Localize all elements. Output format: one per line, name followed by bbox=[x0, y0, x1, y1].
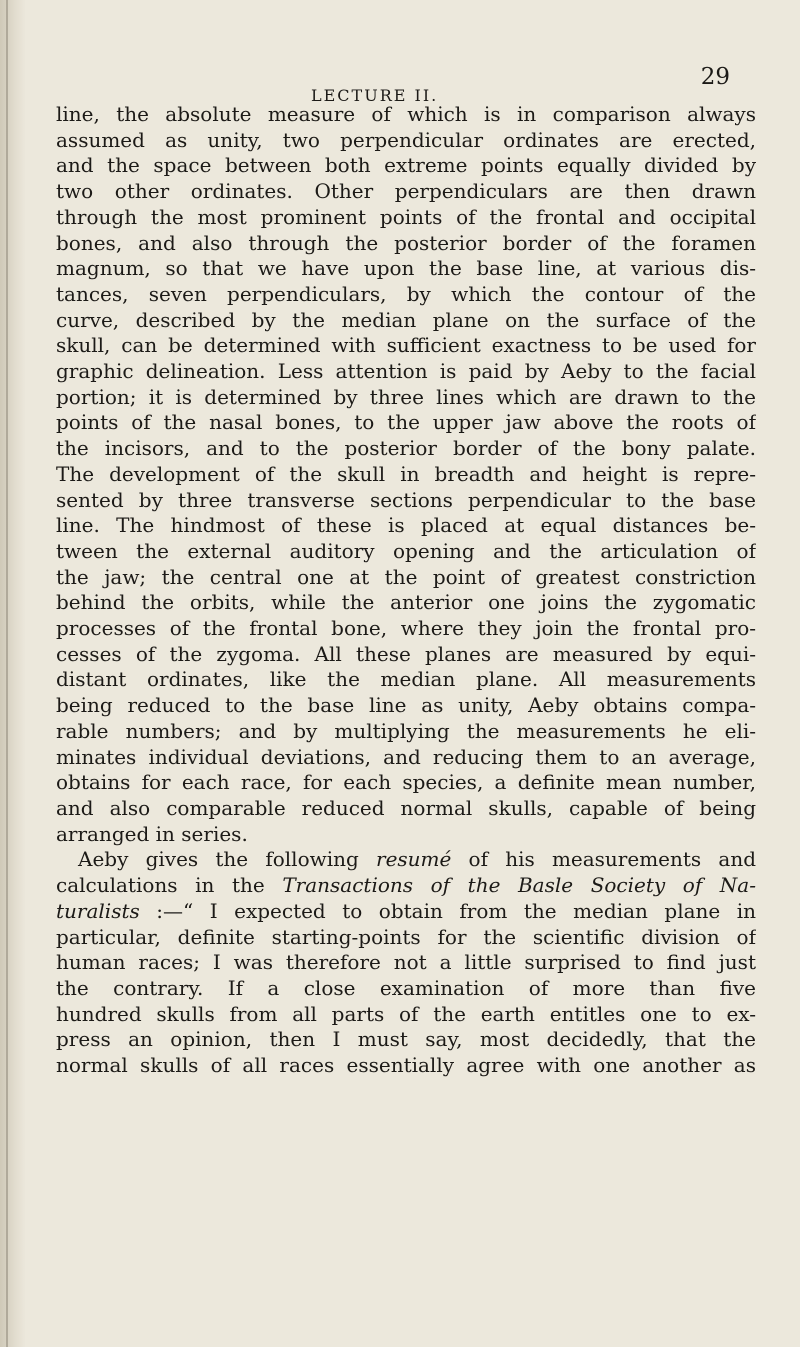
text-line: being reduced to the base line as unity, Aeby obtains compa- bbox=[56, 693, 756, 718]
text-line: bones, and also through the posterior border of the foramen bbox=[56, 230, 756, 255]
italic-run: resumé bbox=[376, 847, 452, 872]
text-line: points of the nasal bones, to the upper jaw above the roots of bbox=[56, 410, 756, 435]
text-line: and the space between both extreme points equally divided by bbox=[56, 153, 756, 178]
text-line: line, the absolute measure of which is in comparison always bbox=[56, 102, 756, 126]
text-run: calculations in the bbox=[56, 873, 283, 898]
italic-run: Transactions of the Basle Society of Na- bbox=[282, 873, 756, 898]
text-line bbox=[56, 847, 756, 873]
text-line: through the most prominent points of the frontal and occipital bbox=[56, 204, 756, 229]
text-line: skull, can be determined with sufficient exactness to be used for bbox=[56, 333, 756, 358]
text-line: curve, described by the median plane on the surface of the bbox=[56, 307, 756, 332]
text-line: minates individual deviations, and reducing them to an average, bbox=[56, 744, 756, 769]
text-line: portion; it is determined by three lines which are drawn to the bbox=[56, 384, 756, 409]
italic-run: turalists bbox=[56, 898, 140, 923]
text-line: two other ordinates. Other perpendiculars are then drawn bbox=[56, 179, 756, 204]
running-title: LECTURE II. bbox=[311, 86, 439, 105]
text-line: sented by three transverse sections perpendicular to the base bbox=[56, 487, 756, 512]
book-spine-line bbox=[6, 0, 8, 1347]
text-line: behind the orbits, while the anterior one joins the zygomatic bbox=[56, 590, 756, 615]
text-line: tween the external auditory opening and the articulation of bbox=[56, 538, 756, 563]
text-line: hundred skulls from all parts of the earth entitles one to ex- bbox=[56, 1001, 756, 1026]
text-line: tances, seven perpendiculars, by which the contour of the bbox=[56, 281, 756, 306]
text-run: of his measurements and bbox=[451, 847, 756, 872]
text-line: and also comparable reduced normal skulls, capable of being bbox=[56, 795, 756, 820]
text-run: Aeby gives the following bbox=[78, 847, 377, 872]
text-line: particular, definite starting-points for the scientific division of bbox=[56, 924, 756, 949]
running-head bbox=[56, 60, 756, 105]
text-line: obtains for each race, for each species, a definite mean number, bbox=[56, 770, 756, 795]
text-line: human races; I was therefore not a little surprised to find just bbox=[56, 950, 756, 975]
text-line: distant ordinates, like the median plane. All measurements bbox=[56, 667, 756, 692]
text-line: the contrary. If a close examination of more than five bbox=[56, 975, 756, 1000]
text-line bbox=[56, 873, 756, 899]
book-page bbox=[56, 60, 756, 1079]
text-run: :—“ I expected to obtain from the median plane in bbox=[139, 898, 756, 923]
text-line: line. The hindmost of these is placed at equal distances be- bbox=[56, 513, 756, 538]
paragraph-1 bbox=[56, 102, 756, 847]
text-line bbox=[56, 899, 756, 925]
text-line: processes of the frontal bone, where they join the frontal pro- bbox=[56, 616, 756, 641]
page-number: 29 bbox=[700, 64, 730, 90]
page-gutter-shadow bbox=[0, 0, 26, 1347]
text-line: magnum, so that we have upon the base line, at various dis- bbox=[56, 256, 756, 281]
text-line: arranged in series. bbox=[56, 821, 248, 846]
text-line: normal skulls of all races essentially agree with one another as bbox=[56, 1053, 756, 1078]
text-line: The development of the skull in breadth and height is repre- bbox=[56, 461, 756, 486]
text-line: the jaw; the central one at the point of greatest constriction bbox=[56, 564, 756, 589]
body-text bbox=[56, 102, 756, 1079]
text-line: assumed as unity, two perpendicular ordinates are erected, bbox=[56, 127, 756, 152]
text-line: rable numbers; and by multiplying the measurements he eli- bbox=[56, 718, 756, 743]
paragraph-2 bbox=[56, 847, 756, 1078]
text-line: graphic delineation. Less attention is paid by Aeby to the facial bbox=[56, 359, 756, 384]
text-line: cesses of the zygoma. All these planes are measured by equi- bbox=[56, 641, 756, 666]
text-line: the incisors, and to the posterior border of the bony palate. bbox=[56, 436, 756, 461]
text-line: press an opinion, then I must say, most decidedly, that the bbox=[56, 1027, 756, 1052]
